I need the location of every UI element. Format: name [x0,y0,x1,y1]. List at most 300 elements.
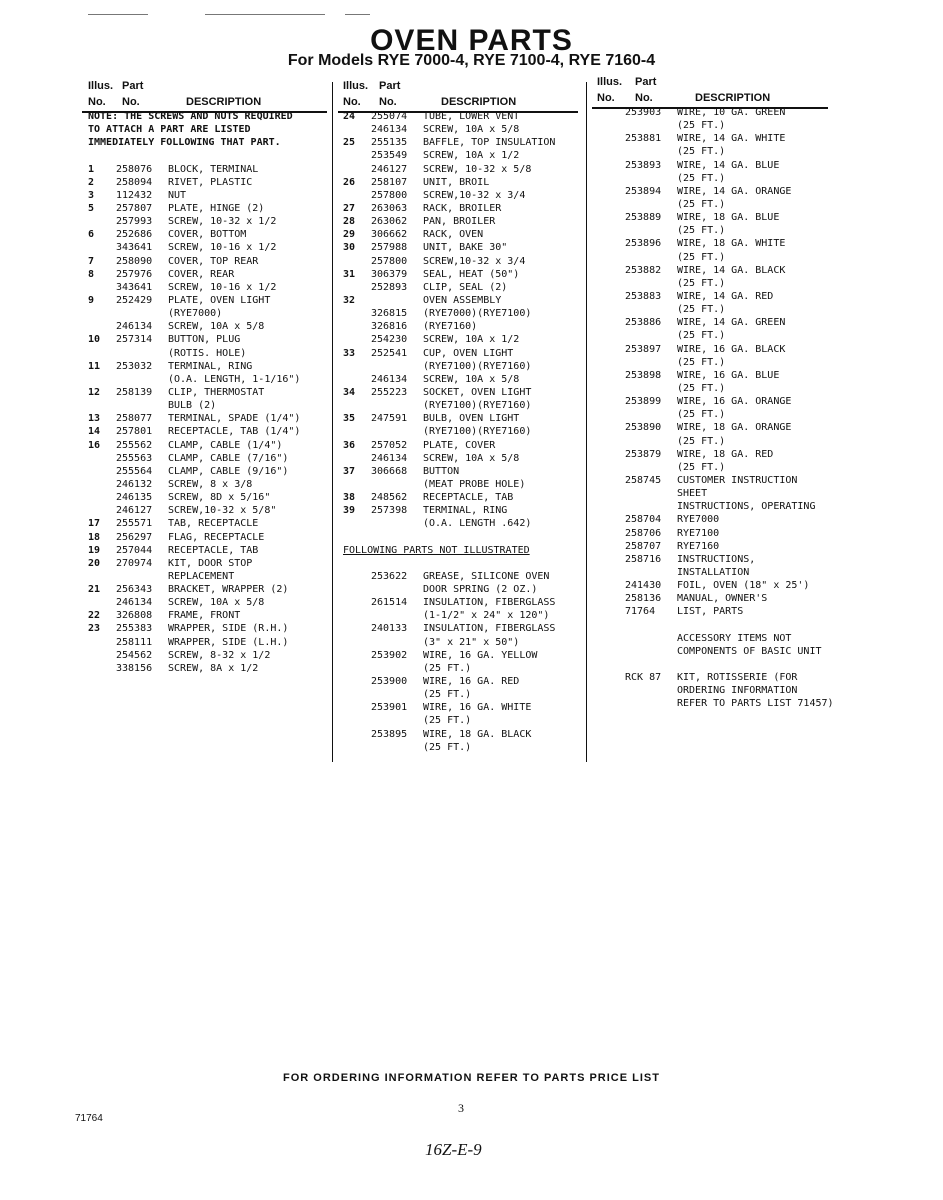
part-number: 343641 [116,242,153,254]
description-label: DESCRIPTION [441,96,517,108]
part-number: 258094 [116,176,153,188]
part-number: 253893 [625,159,662,171]
part-description: SCREW,10-32 x 3/4 [423,255,526,267]
part-description: COMPONENTS OF BASIC UNIT [677,645,822,657]
parts-list [88,110,328,675]
part-description: INSTRUCTIONS, [677,553,756,565]
part-row [88,333,328,346]
part-number: 255383 [116,623,153,635]
part-description: UNIT, BROIL [423,176,490,188]
part-number: 246127 [371,163,408,175]
illus-number: 24 [343,111,356,122]
part-description: CUP, OVEN LIGHT [423,347,514,359]
part-row [343,281,583,294]
part-row [343,163,583,176]
part-row [597,277,842,290]
part-label: Part [635,76,657,88]
part-row [597,527,842,540]
part-row [88,649,328,662]
part-number: 246134 [116,597,153,609]
part-row [597,566,842,579]
part-number: 258077 [116,413,153,425]
part-description: BLOCK, TERMINAL [168,163,259,175]
part-row [343,504,583,517]
part-number: 326816 [371,321,408,333]
part-description: TERMINAL, RING [423,505,508,517]
scan-artifact-line [88,14,148,15]
header-rule [338,111,578,113]
part-description: FLAG, RECEPTACLE [168,531,265,543]
part-description: RYE7100 [677,527,720,539]
illus-number: 5 [88,202,95,214]
part-number: 252686 [116,229,153,241]
part-row [88,478,328,491]
part-row [343,675,583,688]
part-number: 252541 [371,347,408,359]
part-row [343,439,583,452]
part-description: OVEN ASSEMBLY [423,294,502,306]
part-row [597,605,842,618]
ordering-footer: FOR ORDERING INFORMATION REFER TO PARTS PRICE LIST [283,1072,660,1084]
illus-number: 11 [88,360,101,372]
part-number: 246134 [371,452,408,464]
part-description: SCREW, 10-32 x 1/2 [168,216,277,228]
part-number: 326808 [116,610,153,622]
no-label: No. [122,96,140,108]
part-description: (25 FT.) [677,225,726,237]
part-row [343,478,583,491]
part-row [343,491,583,504]
part-row [88,373,328,386]
part-row [597,618,842,631]
part-row [343,662,583,675]
part-row [597,119,842,132]
part-row [597,185,842,198]
part-number: 258090 [116,255,153,267]
illus-number: 23 [88,623,101,635]
part-row [343,268,583,281]
part-number: 253881 [625,133,662,145]
part-number: 258745 [625,474,662,486]
part-description: (25 FT.) [677,277,726,289]
part-row [343,714,583,727]
illus-number: 2 [88,176,95,188]
part-row [88,347,328,360]
part-row [88,215,328,228]
part-number: 246135 [116,492,153,504]
part-row [597,421,842,434]
part-number: 306662 [371,229,408,241]
illus-label: Illus. [343,80,369,92]
part-description: (RYE7000) [168,308,223,320]
part-description: CLIP, THERMOSTAT [168,386,265,398]
part-row [597,645,842,658]
part-description: (25 FT.) [677,251,726,263]
part-description: SHEET [677,488,708,500]
illus-number: 19 [88,544,101,556]
part-description: (RYE7000)(RYE7100) [423,308,532,320]
part-row [597,684,842,697]
description-label: DESCRIPTION [695,92,771,104]
part-number: 253894 [625,185,662,197]
illus-label: Illus. [88,80,114,92]
part-description: SCREW, 8 x 3/8 [168,478,253,490]
part-description: TO ATTACH A PART ARE LISTED [88,124,251,136]
part-row [88,281,328,294]
column-header [597,76,842,106]
column-divider [586,82,587,762]
part-number: 255135 [371,137,408,149]
part-row [343,531,583,544]
part-number: 257044 [116,544,153,556]
page-title: OVEN PARTS [370,24,573,57]
part-row [597,316,842,329]
part-number: 253895 [371,728,408,740]
part-number: RCK 87 [625,672,662,684]
column-header [343,80,583,110]
part-description: KIT, DOOR STOP [168,557,253,569]
part-row [597,487,842,500]
scan-artifact-line [205,14,325,15]
part-number: 263062 [371,216,408,228]
part-row [343,636,583,649]
part-row [597,395,842,408]
part-row [597,369,842,382]
part-number: 258076 [116,163,153,175]
illus-number: 12 [88,386,101,398]
part-number: 241430 [625,580,662,592]
part-description: ORDERING INFORMATION [677,685,798,697]
part-number: 255562 [116,439,153,451]
part-row [597,513,842,526]
part-number: 257988 [371,242,408,254]
part-row [343,136,583,149]
illus-number: 37 [343,465,356,477]
part-number: 261514 [371,597,408,609]
part-description: BUTTON, PLUG [168,334,241,346]
part-row [343,741,583,754]
part-description: WIRE, 18 GA. ORANGE [677,422,792,434]
part-row [343,609,583,622]
part-number: 246134 [371,373,408,385]
part-row [343,412,583,425]
part-number: 246134 [116,321,153,333]
part-row [343,294,583,307]
part-row [88,412,328,425]
illus-number: 27 [343,202,356,214]
part-description: WIRE, 18 GA. WHITE [677,238,786,250]
illus-number: 30 [343,242,356,254]
part-number: 240133 [371,623,408,635]
part-number: 253622 [371,570,408,582]
part-label: Part [122,80,144,92]
part-number: 253549 [371,150,408,162]
part-description: RACK, OVEN [423,229,484,241]
part-number: 338156 [116,662,153,674]
part-description: SCREW, 8D x 5/16" [168,492,271,504]
part-number: 258704 [625,514,662,526]
part-description: KIT, ROTISSERIE (FOR [677,672,798,684]
part-number: 255223 [371,386,408,398]
part-description: TAB, RECEPTACLE [168,518,259,530]
illus-number: 36 [343,439,356,451]
part-row [88,425,328,438]
part-description: (RYE7100)(RYE7160) [423,360,532,372]
part-row [343,189,583,202]
part-row [343,517,583,530]
part-description: (25 FT.) [423,689,472,701]
part-number: 253902 [371,649,408,661]
part-row [88,163,328,176]
part-row [88,452,328,465]
part-number: 253899 [625,396,662,408]
part-row [343,622,583,635]
illus-number: 26 [343,176,356,188]
part-description: SCREW, 10A x 5/8 [423,452,520,464]
handwritten-note: 16Z-E-9 [425,1140,482,1159]
part-row [343,425,583,438]
part-number: 263063 [371,202,408,214]
part-description: SCREW, 10A x 1/2 [423,334,520,346]
part-description: (RYE7100)(RYE7160) [423,426,532,438]
part-description: BUTTON [423,465,460,477]
part-number: 258136 [625,593,662,605]
part-number: 257800 [371,189,408,201]
part-row [88,399,328,412]
part-row [343,320,583,333]
illus-number: 32 [343,294,356,306]
illus-number: 7 [88,255,95,267]
illus-number: 16 [88,439,101,451]
part-description: SCREW, 8A x 1/2 [168,662,259,674]
part-number: 326815 [371,308,408,320]
illus-number: 29 [343,229,356,241]
part-row [597,382,842,395]
part-description: SCREW, 8-32 x 1/2 [168,649,271,661]
part-row [597,671,842,684]
part-description: FRAME, FRONT [168,610,241,622]
part-description: SEAL, HEAT (50") [423,268,520,280]
part-description: SCREW, 10-16 x 1/2 [168,242,277,254]
part-row [343,241,583,254]
part-description: WIRE, 14 GA. BLACK [677,264,786,276]
part-description: COVER, BOTTOM [168,229,247,241]
part-number: 257801 [116,426,153,438]
part-number: 253882 [625,264,662,276]
part-number: 257052 [371,439,408,451]
part-row [88,202,328,215]
parts-column-3 [597,76,842,710]
part-number: 253890 [625,422,662,434]
part-description: WIRE, 16 GA. WHITE [423,702,532,714]
part-description: RIVET, PLASTIC [168,176,253,188]
part-description: CLAMP, CABLE (9/16") [168,465,289,477]
part-description: GREASE, SILICONE OVEN [423,570,550,582]
part-description: (RYE7100)(RYE7160) [423,400,532,412]
part-row [597,632,842,645]
part-row [597,540,842,553]
part-number: 254562 [116,649,153,661]
part-row [597,697,842,710]
part-number: 258706 [625,527,662,539]
part-number: 252893 [371,281,408,293]
part-label: Part [379,80,401,92]
part-description: INSULATION, FIBERGLASS [423,623,556,635]
part-number: 112432 [116,189,153,201]
part-row [88,228,328,241]
part-description: DOOR SPRING (2 OZ.) [423,584,538,596]
part-row [597,408,842,421]
part-number: 257800 [371,255,408,267]
part-row [88,360,328,373]
part-row [343,570,583,583]
part-row [88,176,328,189]
part-row [343,149,583,162]
part-description: REPLACEMENT [168,570,235,582]
part-number: 270974 [116,557,153,569]
part-description: (ROTIS. HOLE) [168,347,247,359]
part-number: 247591 [371,413,408,425]
part-description: (25 FT.) [677,198,726,210]
part-description: FOLLOWING PARTS NOT ILLUSTRATED [343,544,530,556]
illus-number: 25 [343,137,356,149]
part-row [597,461,842,474]
part-row [343,386,583,399]
part-row [597,553,842,566]
part-number: 257398 [371,505,408,517]
part-row [88,189,328,202]
part-row [88,544,328,557]
no-label: No. [88,96,106,108]
part-row [88,609,328,622]
part-description: ACCESSORY ITEMS NOT [677,632,792,644]
illus-number: 18 [88,531,101,543]
part-description: (25 FT.) [677,330,726,342]
part-number: 246132 [116,478,153,490]
part-row [343,583,583,596]
part-description: (RYE7160) [423,321,478,333]
part-description: CUSTOMER INSTRUCTION [677,474,798,486]
part-number: 306668 [371,465,408,477]
no-label: No. [343,96,361,108]
part-description: (3" x 21" x 50") [423,636,520,648]
illus-label: Illus. [597,76,623,88]
part-description: (25 FT.) [677,304,726,316]
no-label: No. [379,96,397,108]
part-description: COVER, REAR [168,268,235,280]
illus-number: 13 [88,413,101,425]
section-heading-row [343,544,583,557]
part-description: TERMINAL, SPADE (1/4") [168,413,301,425]
part-description: RYE7160 [677,540,720,552]
part-description: WIRE, 16 GA. BLUE [677,369,780,381]
illus-number: 20 [88,557,101,569]
part-description: RECEPTACLE, TAB (1/4") [168,426,301,438]
part-number: 253886 [625,317,662,329]
part-number: 258716 [625,553,662,565]
part-number: 256297 [116,531,153,543]
part-description: WIRE, 14 GA. WHITE [677,133,786,145]
part-description: WIRE, 16 GA. BLACK [677,343,786,355]
part-number: 253883 [625,290,662,302]
part-row [597,303,842,316]
part-description: SCREW, 10A x 1/2 [423,150,520,162]
part-description: (25 FT.) [677,409,726,421]
part-description: (25 FT.) [677,120,726,132]
part-description: WIRE, 14 GA. RED [677,290,774,302]
part-description: (25 FT.) [423,662,472,674]
part-number: 258139 [116,386,153,398]
illus-number: 35 [343,413,356,425]
part-row [88,570,328,583]
part-number: 253898 [625,369,662,381]
part-row [597,224,842,237]
illus-number: 28 [343,216,356,228]
part-row [597,435,842,448]
part-description: REFER TO PARTS LIST 71457) [677,698,834,710]
part-description: WRAPPER, SIDE (L.H.) [168,636,289,648]
document-number: 71764 [75,1113,103,1124]
part-description: PLATE, HINGE (2) [168,202,265,214]
illus-number: 38 [343,492,356,504]
part-description: WIRE, 10 GA. GREEN [677,107,786,118]
no-label: No. [635,92,653,104]
part-number: 246134 [371,124,408,136]
part-row [88,123,328,136]
part-row [88,294,328,307]
part-description: WIRE, 18 GA. BLUE [677,212,780,224]
part-row [343,228,583,241]
no-label: No. [597,92,615,104]
description-label: DESCRIPTION [186,96,262,108]
illus-number: 1 [88,163,95,175]
part-row [343,360,583,373]
part-description: WIRE, 18 GA. RED [677,448,774,460]
part-description: (25 FT.) [677,382,726,394]
part-description: PAN, BROILER [423,216,496,228]
part-number: 257976 [116,268,153,280]
part-number: 254230 [371,334,408,346]
part-description: (MEAT PROBE HOLE) [423,478,526,490]
illus-number: 21 [88,584,101,596]
part-row [597,251,842,264]
part-number: 306379 [371,268,408,280]
part-row [88,504,328,517]
part-description: INSTRUCTIONS, OPERATING [677,501,816,513]
part-row [343,373,583,386]
column-divider [332,82,333,762]
illus-number: 8 [88,268,95,280]
part-description: WIRE, 16 GA. RED [423,676,520,688]
part-number: 257314 [116,334,153,346]
part-description: SCREW, 10A x 5/8 [168,597,265,609]
part-description: WIRE, 14 GA. BLUE [677,159,780,171]
part-description: CLAMP, CABLE (7/16") [168,452,289,464]
part-number: 248562 [371,492,408,504]
column-header [88,80,328,110]
page-subtitle: For Models RYE 7000-4, RYE 7100-4, RYE 7160-4 [287,52,656,69]
part-row [88,307,328,320]
part-row [88,491,328,504]
part-description: SCREW, 10-16 x 1/2 [168,281,277,293]
part-row [88,149,328,162]
part-description: (25 FT.) [677,435,726,447]
parts-column-2 [343,80,583,754]
part-number: 253879 [625,448,662,460]
part-row [597,211,842,224]
part-row [343,123,583,136]
part-description: CLIP, SEAL (2) [423,281,508,293]
